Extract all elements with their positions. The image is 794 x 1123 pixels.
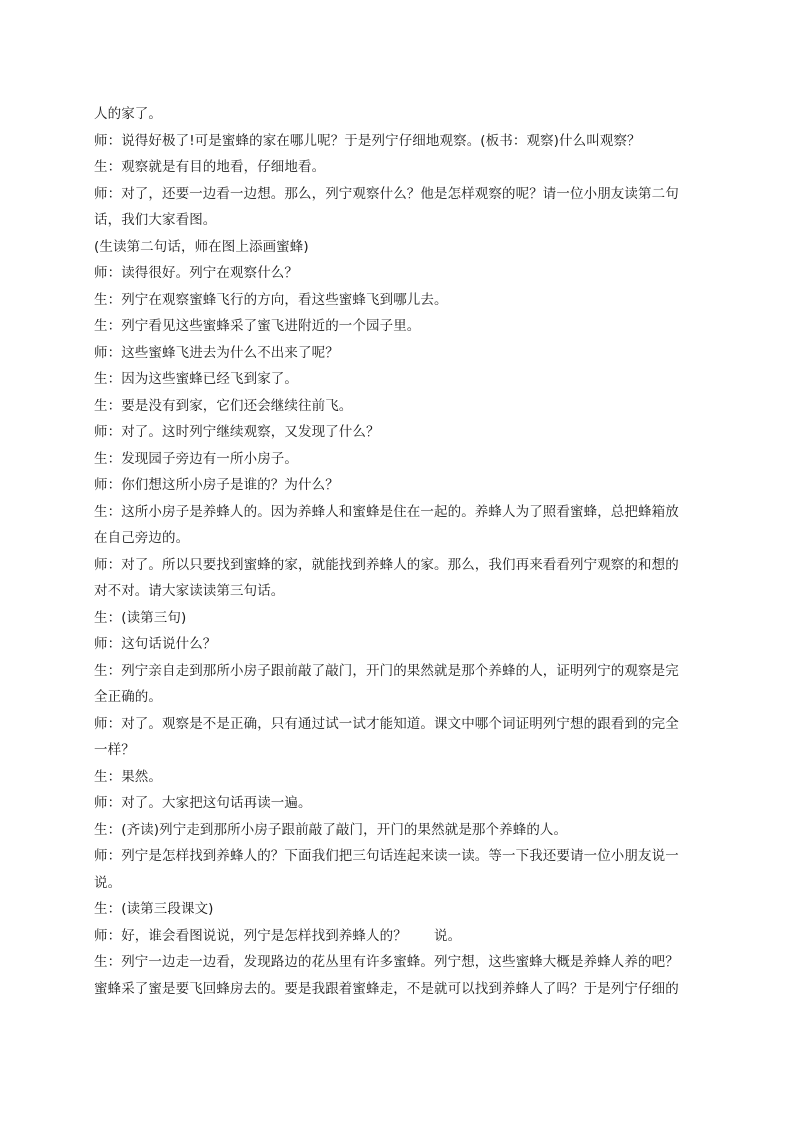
text-line: 生：因为这些蜜蜂已经飞到家了。 <box>94 371 298 387</box>
text-line: 师：对了。观察是不是正确，只有通过试一试才能知道。课文中哪个词证明列宁想的跟看到的完全 <box>94 715 679 732</box>
text-line: 生：观察就是有目的地看，仔细地看。 <box>94 159 326 175</box>
document-page <box>94 101 706 1002</box>
text-line: 师：说得好极了!可是蜜蜂的家在哪儿呢？于是列宁仔细地观察。(板书：观察)什么叫观察？ <box>94 132 641 149</box>
text-line: 师：好，谁会看图说说，列宁是怎样找到养蜂人的？ 说。 <box>94 927 462 944</box>
text-line: 师：读得很好。列宁在观察什么？ <box>94 265 298 281</box>
text-line: 生：列宁在观察蜜蜂飞行的方向，看这些蜜蜂飞到哪儿去。 <box>94 291 448 308</box>
text-line: 生：列宁亲自走到那所小房子跟前敲了敲门，开门的果然就是那个养蜂的人，证明列宁的观察是完 <box>94 662 679 679</box>
text-line: (生读第二句话，师在图上添画蜜蜂) <box>94 238 309 255</box>
text-line: 说。 <box>94 874 122 891</box>
text-line: 师：对了。所以只要找到蜜蜂的家，就能找到养蜂人的家。那么，我们再来看看列宁观察的和想的 <box>94 556 679 573</box>
text-line: 人的家了。 <box>94 106 162 122</box>
text-line: 师：对了。大家把这句话再读一遍。 <box>94 795 312 811</box>
text-line: 在自己旁边的。 <box>94 530 190 546</box>
text-line: 蜜蜂采了蜜是要飞回蜂房去的。要是我跟着蜜蜂走，不是就可以找到养蜂人了吗？于是列宁仔细的 <box>94 980 679 997</box>
text-line: 对不对。请大家读读第三句话。 <box>94 583 285 599</box>
text-line: 师：这句话说什么？ <box>94 636 217 652</box>
text-line: 生：列宁看见这些蜜蜂采了蜜飞进附近的一个园子里。 <box>94 318 421 334</box>
text-line: 全正确的。 <box>94 689 162 705</box>
text-line: 生：发现园子旁边有一所小房子。 <box>94 450 298 467</box>
text-line: 生：要是没有到家，它们还会继续往前飞。 <box>94 397 353 414</box>
text-line: 生：果然。 <box>94 768 162 785</box>
text-line: 师：列宁是怎样找到养蜂人的？下面我们把三句话连起来读一读。等一下我还要请一位小朋友说一 <box>94 848 679 864</box>
text-line: 生：(读第三句) <box>94 609 187 626</box>
text-line: 师：你们想这所小房子是谁的？为什么？ <box>94 477 339 493</box>
text-line: 生：这所小房子是养蜂人的。因为养蜂人和蜜蜂是住在一起的。养蜂人为了照看蜜蜂，总把蜂箱放 <box>94 503 679 520</box>
text-line: 师：对了。这时列宁继续观察，又发现了什么？ <box>94 424 380 440</box>
text-line: 一样？ <box>94 742 135 758</box>
text-line: 师：对了，还要一边看一边想。那么，列宁观察什么？他是怎样观察的呢？请一位小朋友读第二句 <box>94 185 679 202</box>
text-line: 师：这些蜜蜂飞进去为什么不出来了呢？ <box>94 344 339 361</box>
text-line: 生：(读第三段课文) <box>94 901 214 917</box>
text-line: 生：列宁一边走一边看，发现路边的花丛里有许多蜜蜂。列宁想，这些蜜蜂大概是养蜂人养的吧？ <box>94 954 679 970</box>
text-line: 话，我们大家看图。 <box>94 212 217 228</box>
text-line: 生：(齐读)列宁走到那所小房子跟前敲了敲门，开门的果然就是那个养蜂的人。 <box>94 821 568 838</box>
